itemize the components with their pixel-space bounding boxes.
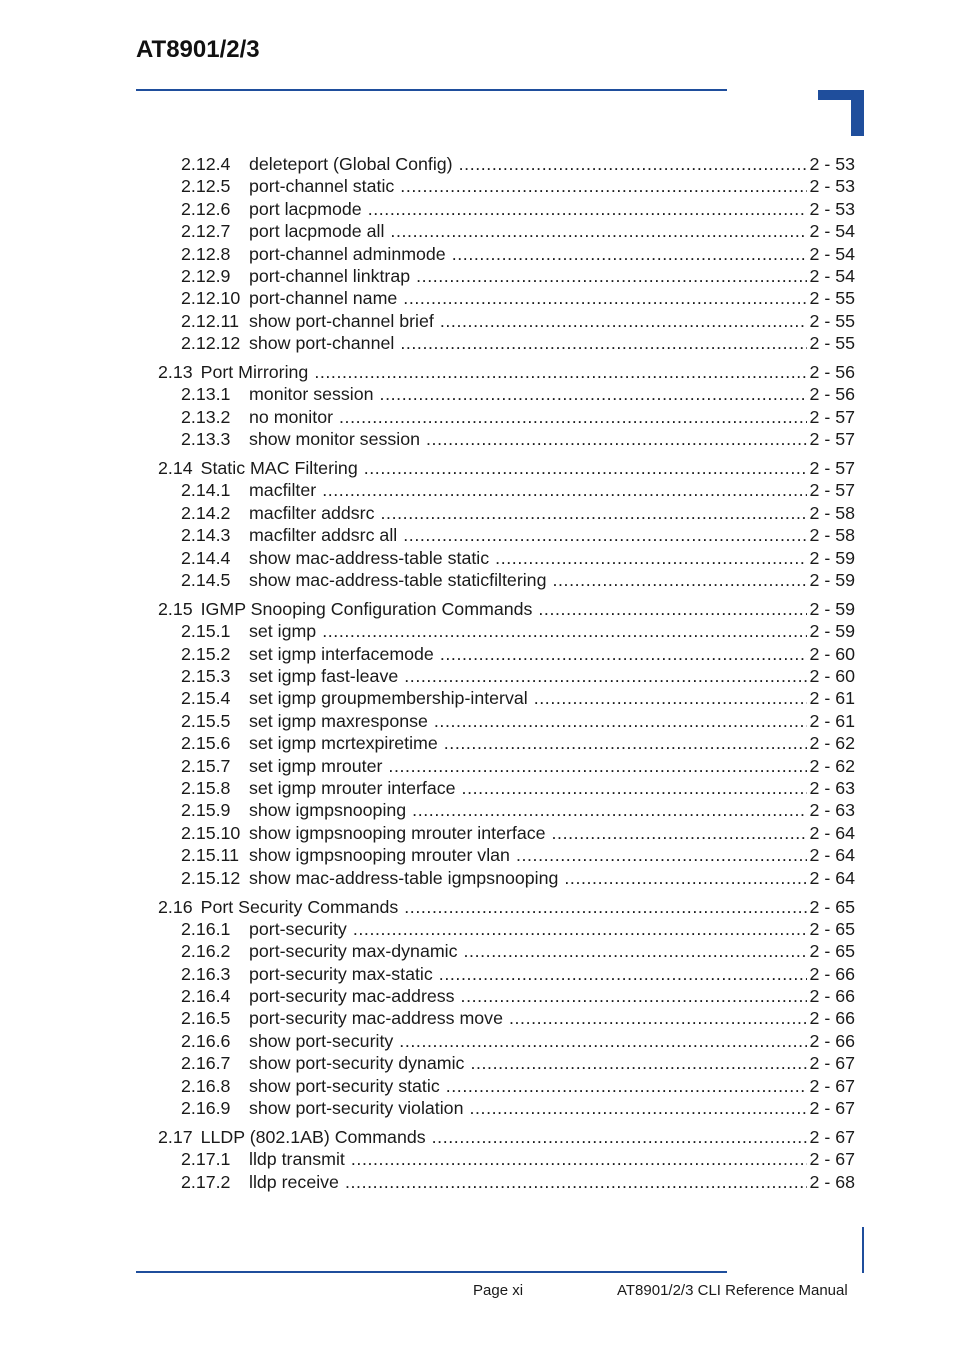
- footer-side-mark: [862, 1227, 864, 1273]
- toc-entry-number: 2.13.3: [181, 429, 231, 450]
- toc-group: [158, 896, 855, 1120]
- toc-entry-number: 2.15.12: [181, 867, 241, 888]
- toc-entry-number: 2.14.4: [181, 547, 231, 568]
- toc-entry-title: show port-security dynamic: [249, 1053, 465, 1074]
- toc-subsection-entry[interactable]: [158, 687, 855, 709]
- toc-entry-title: lldp receive: [249, 1171, 339, 1192]
- toc-entry-number: 2.12.6: [181, 198, 231, 219]
- toc-entry-page: 2 - 59: [809, 598, 855, 619]
- toc-entry-number: 2.16.5: [181, 1008, 231, 1029]
- toc-entry-number: 2.14: [158, 458, 193, 479]
- toc-entry-number: 2.13.2: [181, 406, 231, 427]
- toc-group: [158, 1126, 855, 1193]
- toc-subsection-entry[interactable]: [158, 287, 855, 309]
- toc-entry-title: port lacpmode: [249, 198, 362, 219]
- toc-entry-title: LLDP (802.1AB) Commands: [200, 1126, 426, 1147]
- toc-entry-page: 2 - 62: [809, 733, 855, 754]
- toc-dot-leader: [388, 755, 806, 777]
- toc-entry-title: Static MAC Filtering: [200, 458, 358, 479]
- toc-dot-leader: [403, 524, 806, 546]
- toc-entry-number: 2.15.11: [181, 845, 240, 866]
- toc-entry-page: 2 - 56: [809, 384, 855, 405]
- toc-entry-number: 2.12.7: [181, 221, 231, 242]
- toc-entry-title: show igmpsnooping: [249, 800, 407, 821]
- toc-entry-title: show port-channel brief: [249, 310, 434, 331]
- toc-entry-page: 2 - 64: [809, 845, 855, 866]
- toc-entry-page: 2 - 54: [809, 221, 855, 242]
- toc-dot-leader: [339, 406, 807, 428]
- toc-entry-title: macfilter: [249, 480, 317, 501]
- toc-subsection-entry[interactable]: [158, 777, 855, 799]
- toc-entry-title: port-security mac-address: [249, 986, 455, 1007]
- toc-entry-page: 2 - 59: [809, 621, 855, 642]
- toc-subsection-entry[interactable]: [158, 643, 855, 665]
- toc-dot-leader: [412, 799, 806, 821]
- toc-dot-leader: [381, 502, 807, 524]
- toc-subsection-entry[interactable]: [158, 406, 855, 428]
- document-title: AT8901/2/3: [136, 36, 260, 63]
- toc-entry-title: set igmp maxresponse: [249, 710, 428, 731]
- toc-entry-title: show monitor session: [249, 429, 420, 450]
- toc-dot-leader: [444, 732, 807, 754]
- footer-rule: [136, 1271, 727, 1273]
- toc-entry-page: 2 - 55: [809, 333, 855, 354]
- toc-dot-leader: [322, 479, 806, 501]
- toc-dot-leader: [439, 963, 807, 985]
- toc-dot-leader: [552, 569, 806, 591]
- toc-subsection-entry[interactable]: [158, 479, 855, 501]
- toc-entry-title: show mac-address-table static: [249, 547, 490, 568]
- toc-entry-page: 2 - 53: [809, 176, 855, 197]
- toc-entry-title: show port-security: [249, 1030, 394, 1051]
- toc-dot-leader: [390, 220, 806, 242]
- toc-subsection-entry[interactable]: [158, 332, 855, 354]
- toc-dot-leader: [464, 940, 807, 962]
- toc-entry-page: 2 - 67: [809, 1053, 855, 1074]
- toc-entry-page: 2 - 53: [809, 154, 855, 174]
- toc-subsection-entry[interactable]: [158, 867, 855, 889]
- toc-subsection-entry[interactable]: [158, 428, 855, 450]
- toc-dot-leader: [440, 643, 807, 665]
- toc-entry-title: macfilter addsrc all: [249, 525, 398, 546]
- toc-section-entry[interactable]: [158, 457, 855, 479]
- toc-dot-leader: [353, 918, 807, 940]
- toc-entry-number: 2.17.1: [181, 1149, 231, 1170]
- toc-dot-leader: [459, 153, 807, 175]
- toc-entry-title: IGMP Snooping Configuration Commands: [200, 598, 533, 619]
- toc-entry-title: set igmp: [249, 621, 317, 642]
- toc-entry-title: port-security: [249, 918, 347, 939]
- toc-entry-number: 2.16.6: [181, 1030, 231, 1051]
- toc-entry-title: set igmp groupmembership-interval: [249, 688, 528, 709]
- toc-entry-number: 2.17: [158, 1126, 193, 1147]
- toc-dot-leader: [434, 710, 807, 732]
- toc-entry-number: 2.15.8: [181, 778, 231, 799]
- toc-entry-title: Port Mirroring: [200, 362, 309, 383]
- toc-entry-page: 2 - 65: [809, 941, 855, 962]
- toc-entry-page: 2 - 64: [809, 867, 855, 888]
- toc-entry-page: 2 - 60: [809, 666, 855, 687]
- toc-dot-leader: [432, 1126, 807, 1148]
- toc-entry-number: 2.16.8: [181, 1075, 231, 1096]
- toc-entry-page: 2 - 58: [809, 502, 855, 523]
- toc-entry-page: 2 - 67: [809, 1149, 855, 1170]
- footer-page-number: Page xi: [473, 1282, 524, 1299]
- toc-subsection-entry[interactable]: [158, 755, 855, 777]
- toc-dot-leader: [368, 198, 807, 220]
- toc-entry-page: 2 - 55: [809, 288, 855, 309]
- toc-entry-number: 2.12.9: [181, 265, 231, 286]
- toc-entry-title: show igmpsnooping mrouter interface: [249, 822, 546, 843]
- toc-entry-page: 2 - 64: [809, 822, 855, 843]
- toc-entry-page: 2 - 65: [809, 896, 855, 917]
- toc-entry-title: monitor session: [249, 384, 374, 405]
- toc-dot-leader: [552, 822, 807, 844]
- toc-group: [158, 153, 855, 355]
- toc-entry-title: port-channel static: [249, 176, 395, 197]
- toc-entry-page: 2 - 57: [809, 458, 855, 479]
- toc-entry-number: 2.16.4: [181, 986, 231, 1007]
- toc-dot-leader: [509, 1007, 807, 1029]
- toc-dot-leader: [351, 1148, 807, 1170]
- toc-entry-page: 2 - 57: [809, 429, 855, 450]
- toc-subsection-entry[interactable]: [158, 198, 855, 220]
- toc-subsection-entry[interactable]: [158, 732, 855, 754]
- toc-entry-title: set igmp fast-leave: [249, 666, 399, 687]
- toc-entry-title: Port Security Commands: [200, 896, 399, 917]
- toc-entry-title: deleteport (Global Config): [249, 154, 453, 174]
- header-rule: [136, 89, 727, 91]
- toc-subsection-entry[interactable]: [158, 665, 855, 687]
- toc-entry-title: show port-channel: [249, 333, 395, 354]
- toc-entry-page: 2 - 65: [809, 918, 855, 939]
- toc-group: [158, 598, 855, 889]
- toc-dot-leader: [446, 1075, 807, 1097]
- toc-subsection-entry[interactable]: [158, 175, 855, 197]
- toc-entry-title: show mac-address-table staticfiltering: [249, 570, 547, 591]
- toc-entry-number: 2.17.2: [181, 1171, 231, 1192]
- toc-dot-leader: [534, 687, 807, 709]
- toc-dot-leader: [469, 1097, 806, 1119]
- toc-entry-title: port-security max-static: [249, 963, 433, 984]
- toc-entry-page: 2 - 66: [809, 1008, 855, 1029]
- toc-subsection-entry[interactable]: [158, 153, 855, 175]
- toc-entry-page: 2 - 68: [809, 1171, 855, 1192]
- toc-entry-page: 2 - 67: [809, 1126, 855, 1147]
- toc-entry-number: 2.12.10: [181, 288, 241, 309]
- footer-manual-title: AT8901/2/3 CLI Reference Manual: [617, 1282, 848, 1299]
- toc-subsection-entry[interactable]: [158, 524, 855, 546]
- toc-entry-page: 2 - 59: [809, 570, 855, 591]
- toc-dot-leader: [426, 428, 807, 450]
- toc-entry-page: 2 - 60: [809, 643, 855, 664]
- toc-entry-number: 2.13: [158, 362, 193, 383]
- toc-subsection-entry[interactable]: [158, 1052, 855, 1074]
- toc-entry-number: 2.12.8: [181, 243, 231, 264]
- toc-section-entry[interactable]: [158, 598, 855, 620]
- toc-subsection-entry[interactable]: [158, 502, 855, 524]
- toc-entry-title: no monitor: [249, 406, 334, 427]
- toc-subsection-entry[interactable]: [158, 310, 855, 332]
- toc-entry-title: port-channel adminmode: [249, 243, 446, 264]
- toc-entry-number: 2.14.1: [181, 480, 231, 501]
- toc-dot-leader: [538, 598, 806, 620]
- toc-entry-page: 2 - 58: [809, 525, 855, 546]
- toc-entry-page: 2 - 63: [809, 778, 855, 799]
- toc-entry-number: 2.15.1: [181, 621, 231, 642]
- toc-subsection-entry[interactable]: [158, 822, 855, 844]
- toc-subsection-entry[interactable]: [158, 963, 855, 985]
- toc-entry-number: 2.12.11: [181, 310, 240, 331]
- toc-dot-leader: [516, 844, 807, 866]
- toc-dot-leader: [322, 620, 806, 642]
- toc-dot-leader: [403, 287, 806, 309]
- toc-dot-leader: [470, 1052, 806, 1074]
- toc-entry-number: 2.12.4: [181, 154, 231, 174]
- toc-subsection-entry[interactable]: [158, 1171, 855, 1193]
- toc-entry-number: 2.16: [158, 896, 193, 917]
- toc-entry-title: macfilter addsrc: [249, 502, 375, 523]
- toc-entry-number: 2.15.3: [181, 666, 231, 687]
- toc-dot-leader: [399, 1030, 806, 1052]
- toc-subsection-entry[interactable]: [158, 1030, 855, 1052]
- toc-entry-number: 2.16.9: [181, 1098, 231, 1119]
- toc-entry-number: 2.14.2: [181, 502, 231, 523]
- toc-entry-title: show mac-address-table igmpsnooping: [249, 867, 559, 888]
- toc-entry-number: 2.15.7: [181, 755, 231, 776]
- table-of-contents: [158, 153, 855, 1200]
- toc-entry-page: 2 - 66: [809, 986, 855, 1007]
- toc-group: [158, 361, 855, 451]
- toc-dot-leader: [400, 175, 806, 197]
- toc-entry-page: 2 - 66: [809, 963, 855, 984]
- toc-dot-leader: [404, 665, 806, 687]
- toc-entry-page: 2 - 66: [809, 1030, 855, 1051]
- corner-mark-vertical: [851, 90, 864, 136]
- toc-subsection-entry[interactable]: [158, 1007, 855, 1029]
- toc-entry-title: port-security max-dynamic: [249, 941, 458, 962]
- toc-entry-title: port lacpmode all: [249, 221, 385, 242]
- toc-subsection-entry[interactable]: [158, 1148, 855, 1170]
- toc-dot-leader: [462, 777, 807, 799]
- toc-subsection-entry[interactable]: [158, 620, 855, 642]
- toc-entry-number: 2.15.4: [181, 688, 231, 709]
- toc-entry-page: 2 - 54: [809, 243, 855, 264]
- toc-subsection-entry[interactable]: [158, 1097, 855, 1119]
- toc-dot-leader: [452, 243, 807, 265]
- toc-dot-leader: [495, 547, 806, 569]
- toc-entry-page: 2 - 57: [809, 406, 855, 427]
- toc-entry-page: 2 - 53: [809, 198, 855, 219]
- toc-subsection-entry[interactable]: [158, 1075, 855, 1097]
- toc-subsection-entry[interactable]: [158, 569, 855, 591]
- toc-dot-leader: [345, 1171, 807, 1193]
- toc-entry-number: 2.12.5: [181, 176, 231, 197]
- toc-subsection-entry[interactable]: [158, 985, 855, 1007]
- toc-subsection-entry[interactable]: [158, 940, 855, 962]
- toc-dot-leader: [380, 383, 807, 405]
- toc-subsection-entry[interactable]: [158, 220, 855, 242]
- toc-entry-page: 2 - 61: [809, 688, 855, 709]
- toc-dot-leader: [461, 985, 807, 1007]
- toc-entry-page: 2 - 63: [809, 800, 855, 821]
- toc-dot-leader: [400, 332, 806, 354]
- toc-entry-title: set igmp interfacemode: [249, 643, 434, 664]
- toc-entry-number: 2.12.12: [181, 333, 241, 354]
- toc-entry-number: 2.14.5: [181, 570, 231, 591]
- toc-entry-number: 2.15.6: [181, 733, 231, 754]
- toc-entry-title: port-security mac-address move: [249, 1008, 503, 1029]
- toc-subsection-entry[interactable]: [158, 844, 855, 866]
- toc-subsection-entry[interactable]: [158, 243, 855, 265]
- toc-entry-title: show port-security violation: [249, 1098, 464, 1119]
- toc-entry-page: 2 - 56: [809, 362, 855, 383]
- toc-subsection-entry[interactable]: [158, 547, 855, 569]
- toc-section-entry[interactable]: [158, 896, 855, 918]
- toc-dot-leader: [416, 265, 806, 287]
- toc-entry-number: 2.15.10: [181, 822, 241, 843]
- toc-entry-title: lldp transmit: [249, 1149, 345, 1170]
- toc-entry-title: show igmpsnooping mrouter vlan: [249, 845, 510, 866]
- toc-entry-number: 2.15.2: [181, 643, 231, 664]
- toc-entry-number: 2.15.5: [181, 710, 231, 731]
- toc-subsection-entry[interactable]: [158, 383, 855, 405]
- toc-dot-leader: [364, 457, 807, 479]
- toc-entry-page: 2 - 61: [809, 710, 855, 731]
- toc-entry-page: 2 - 57: [809, 480, 855, 501]
- toc-section-entry[interactable]: [158, 1126, 855, 1148]
- toc-entry-title: show port-security static: [249, 1075, 440, 1096]
- toc-entry-page: 2 - 59: [809, 547, 855, 568]
- toc-entry-title: set igmp mrouter interface: [249, 778, 456, 799]
- toc-entry-number: 2.16.1: [181, 918, 231, 939]
- toc-entry-page: 2 - 55: [809, 310, 855, 331]
- toc-entry-title: set igmp mcrtexpiretime: [249, 733, 438, 754]
- toc-subsection-entry[interactable]: [158, 710, 855, 732]
- toc-entry-number: 2.16.7: [181, 1053, 231, 1074]
- toc-entry-title: port-channel name: [249, 288, 398, 309]
- toc-entry-page: 2 - 67: [809, 1075, 855, 1096]
- toc-entry-number: 2.13.1: [181, 384, 231, 405]
- toc-subsection-entry[interactable]: [158, 799, 855, 821]
- toc-entry-number: 2.16.3: [181, 963, 231, 984]
- toc-dot-leader: [440, 310, 807, 332]
- toc-entry-page: 2 - 62: [809, 755, 855, 776]
- toc-entry-title: port-channel linktrap: [249, 265, 411, 286]
- toc-entry-number: 2.14.3: [181, 525, 231, 546]
- toc-dot-leader: [404, 896, 806, 918]
- toc-entry-number: 2.15.9: [181, 800, 231, 821]
- toc-subsection-entry[interactable]: [158, 265, 855, 287]
- toc-group: [158, 457, 855, 591]
- toc-dot-leader: [564, 867, 806, 889]
- toc-entry-number: 2.15: [158, 598, 193, 619]
- toc-entry-page: 2 - 67: [809, 1098, 855, 1119]
- toc-dot-leader: [314, 361, 806, 383]
- toc-entry-title: set igmp mrouter: [249, 755, 383, 776]
- toc-entry-number: 2.16.2: [181, 941, 231, 962]
- toc-section-entry[interactable]: [158, 361, 855, 383]
- toc-subsection-entry[interactable]: [158, 918, 855, 940]
- toc-entry-page: 2 - 54: [809, 265, 855, 286]
